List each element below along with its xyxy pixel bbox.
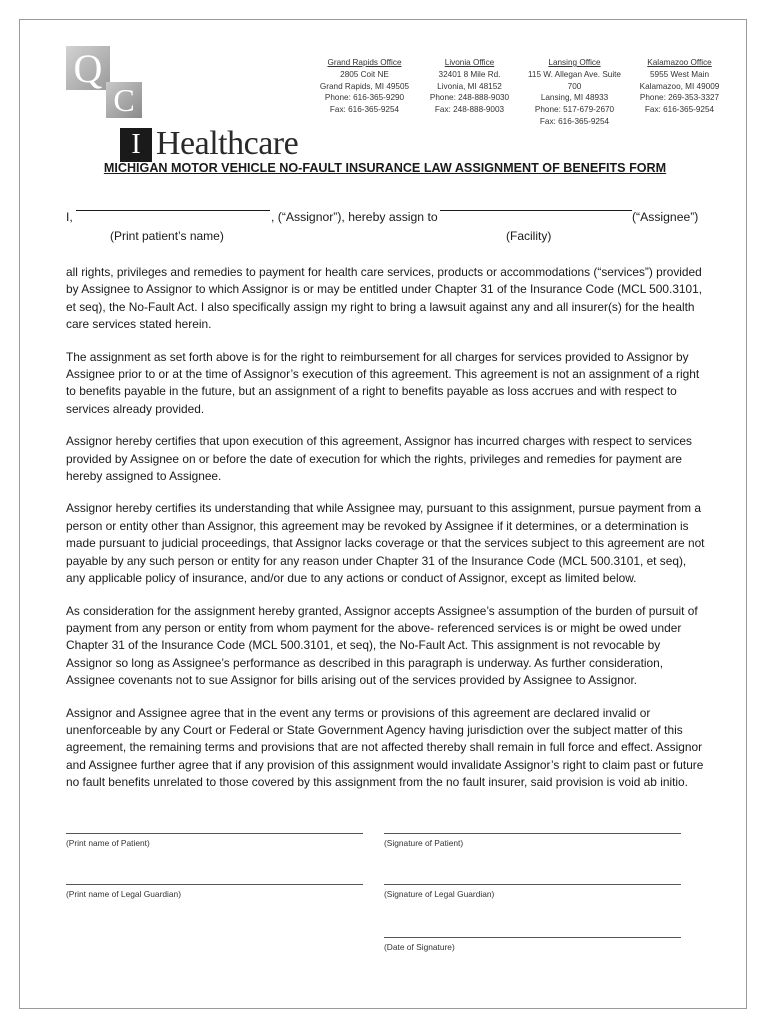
patient-name-caption: (Print name of Patient) — [66, 833, 363, 848]
assignment-statement — [66, 210, 706, 245]
assign-prefix: I, — [66, 210, 73, 224]
office-address: 2805 Coit NE — [340, 69, 389, 79]
office-phone: Phone: 269-353-3327 — [639, 93, 720, 103]
office-address: 5955 West Main — [649, 69, 709, 79]
office-fax: Fax: 248-888-9003 — [434, 105, 505, 115]
logo-wordmark: Healthcare — [156, 125, 299, 162]
logo-i-block: I — [120, 128, 152, 162]
signature-date-field[interactable] — [384, 937, 681, 952]
office-address: 32401 8 Mile Rd. — [438, 69, 501, 79]
logo-q-block: Q — [66, 46, 110, 90]
office-kalamazoo — [627, 57, 732, 128]
patient-signature-caption: (Signature of Patient) — [384, 833, 681, 848]
patient-name-caption: (Print patient’s name) — [110, 229, 224, 243]
assign-mid-text: , (“Assignor”), hereby assign to — [271, 210, 438, 224]
patient-name-field[interactable] — [76, 210, 270, 211]
paragraph-revocation: Assignor hereby certifies its understanding that while Assignee may, pursuant to this assignment, pursue payment from a person or entity other than Assignor, this agreement may be revoked by Assignee if it determines, or a determination is made pursuant to judicial proceedings, that Assignor lacks coverage or that the services subject to this agreement are not payable by any such person or entity for any reason under Chapter 31 of the Insurance Code (MCL 500.3101, et seq), any applicable policy of insurance, and/or due to any actions or conduct of Assignor, except as limited below. — [66, 501, 705, 586]
office-name: Grand Rapids Office — [327, 58, 402, 67]
facility-field[interactable] — [440, 210, 632, 211]
guardian-name-field[interactable] — [66, 884, 363, 899]
paragraph-certification: Assignor hereby certifies that upon execution of this agreement, Assignor has incurred charges with respect to services provided by Assignee on or before the date of execution for which the rights, privileges and remedies for payment are hereby assigned to Assignee. — [66, 434, 692, 484]
office-phone: Phone: 616-365-9290 — [324, 93, 405, 103]
office-lansing — [522, 57, 627, 128]
office-city: Kalamazoo, MI 49009 — [639, 81, 720, 91]
office-name: Lansing Office — [548, 58, 601, 67]
office-list — [312, 57, 732, 128]
guardian-name-caption: (Print name of Legal Guardian) — [66, 884, 363, 899]
patient-signature-field[interactable] — [384, 833, 681, 848]
paragraph-reimbursement: The assignment as set forth above is for the right to reimbursement for all charges for services provided to Assignor by Assignee prior to or at the time of Assignor’s execution of this agreement. This agreement is not an assignment of a right to benefits payable in the future, but an assignment of a right to benefits payable as loss accrues and with respect to services already provided. — [66, 349, 700, 416]
office-fax: Fax: 616-365-9254 — [644, 105, 715, 115]
office-livonia — [417, 57, 522, 128]
form-body — [66, 264, 706, 807]
office-name: Livonia Office — [444, 58, 495, 67]
office-fax: Fax: 616-365-9254 — [539, 116, 610, 126]
assign-suffix: (“Assignee”) — [632, 210, 699, 224]
facility-caption: (Facility) — [506, 229, 552, 243]
office-grand-rapids — [312, 57, 417, 128]
form-title: MICHIGAN MOTOR VEHICLE NO-FAULT INSURANCE LAW ASSIGNMENT OF BENEFITS FORM — [103, 161, 667, 175]
guardian-signature-field[interactable] — [384, 884, 681, 899]
logo-c-block: C — [106, 82, 142, 118]
office-city: Lansing, MI 48933 — [540, 93, 609, 103]
office-fax: Fax: 616-365-9254 — [329, 105, 400, 115]
paragraph-consideration: As consideration for the assignment hereby granted, Assignor accepts Assignee’s assumption of the burden of pursuit of payment from any person or entity from whom payment for the above- referenced services is or might be owed under Chapter 31 of the Insurance Code (MCL 500.3101, et seq), the No-Fault Act. This assignment is not revocable by Assignor so long as Assignee’s performance as described in this paragraph is underway. As further consideration, Assignee covenants not to sue Assignor for bills arising out of the services provided by Assignee to Assignor. — [66, 603, 698, 688]
office-phone: Phone: 517-679-2670 — [534, 105, 615, 115]
office-address: 115 W. Allegan Ave. Suite 700 — [527, 69, 621, 91]
guardian-signature-caption: (Signature of Legal Guardian) — [384, 884, 681, 899]
office-city: Livonia, MI 48152 — [437, 81, 502, 91]
company-logo — [60, 42, 299, 162]
paragraph-severability: Assignor and Assignee agree that in the event any terms or provisions of this agreement are declared invalid or unenforceable by any Court or Federal or State Government Agency having jurisdiction over the subject matter of this agreement, the remaining terms and provisions that are not affected thereby shall remain in full force and effect. Assignor and Assignee further agree that if any provision of this assignment would invalidate Assignor’s right to claim past or future no fault benefits unrelated to those covered by this assignment from the no fault insurer, said provision is void ab initio. — [66, 705, 704, 790]
signature-date-caption: (Date of Signature) — [384, 937, 681, 952]
office-phone: Phone: 248-888-9030 — [429, 93, 510, 103]
patient-name-sign-field[interactable] — [66, 833, 363, 848]
paragraph-rights: all rights, privileges and remedies to payment for health care services, products or accommodations (“services”) provided by Assignee to Assignor to which Assignor is or may be entitled under Chapter 31 of the Insurance Code (MCL 500.3101, et seq), the No-Fault Act. I also specifically assign my right to bring a lawsuit against any and all insurer(s) for the health care services stated herein. — [66, 265, 703, 332]
office-name: Kalamazoo Office — [647, 58, 712, 67]
office-city: Grand Rapids, MI 49505 — [319, 81, 410, 91]
